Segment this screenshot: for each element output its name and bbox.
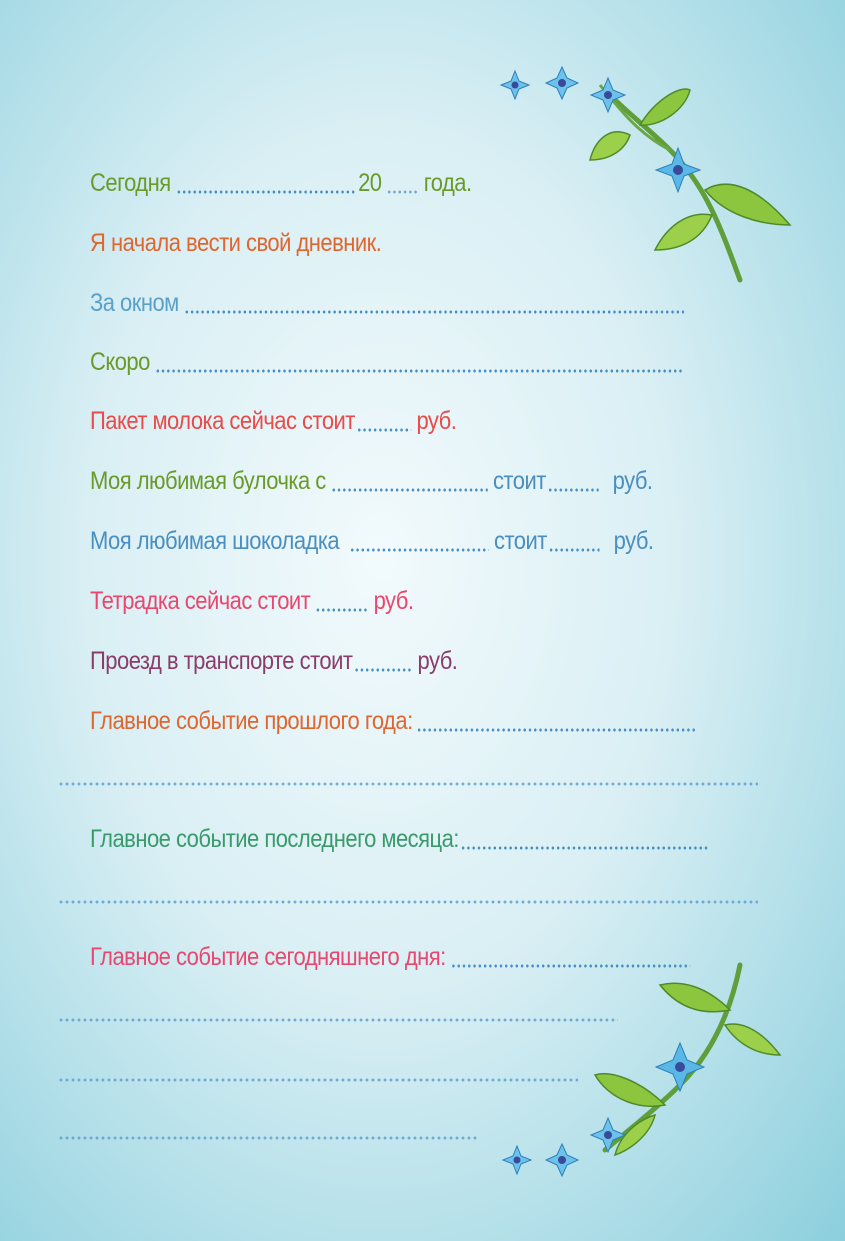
date-year-field[interactable] xyxy=(387,190,419,194)
bun-unit: руб. xyxy=(612,467,653,495)
flower-branch-top-right-icon xyxy=(490,55,800,290)
notebook-label: Тетрадка сейчас стоит xyxy=(90,587,311,615)
milk-label: Пакет молока сейчас стоит xyxy=(90,407,355,435)
date-year-suffix: года. xyxy=(423,169,472,197)
chocolate-label: Моя любимая шоколадка xyxy=(90,527,340,555)
event-day-line xyxy=(90,936,696,970)
event-day-extra-line-3[interactable] xyxy=(58,1136,478,1140)
event-year-line xyxy=(90,700,701,734)
chocolate-unit: руб. xyxy=(613,527,654,555)
event-year-field[interactable] xyxy=(416,728,696,732)
bun-cost-label: стоит xyxy=(492,467,546,495)
event-year-label: Главное событие прошлого года: xyxy=(90,707,413,735)
event-day-extra-line-1[interactable] xyxy=(58,1018,618,1022)
window-label: За окном xyxy=(90,289,179,317)
event-month-label: Главное событие последнего месяца: xyxy=(90,825,459,853)
event-month-field[interactable] xyxy=(461,846,709,850)
date-day-field[interactable] xyxy=(176,190,356,194)
milk-price-field[interactable] xyxy=(357,428,412,432)
notebook-unit: руб. xyxy=(373,587,414,615)
bun-price-line xyxy=(90,460,652,494)
event-month-extra-line[interactable] xyxy=(58,900,758,904)
event-month-line xyxy=(90,818,714,852)
bun-label: Моя любимая булочка с xyxy=(90,467,326,495)
date-century: 20 xyxy=(358,169,382,197)
event-day-extra-line-2[interactable] xyxy=(58,1078,578,1082)
event-day-field[interactable] xyxy=(451,964,690,968)
diary-start-line xyxy=(90,222,381,256)
date-label: Сегодня xyxy=(90,169,171,197)
chocolate-price-field[interactable] xyxy=(549,548,600,552)
soon-label: Скоро xyxy=(90,348,150,376)
transport-price-line xyxy=(90,640,457,674)
flower-branch-bottom-right-icon xyxy=(490,955,800,1185)
bun-type-field[interactable] xyxy=(331,488,488,492)
event-year-extra-line[interactable] xyxy=(58,782,758,786)
diary-start-text: Я начала вести свой дневник. xyxy=(90,229,382,257)
window-line xyxy=(90,282,689,316)
transport-price-field[interactable] xyxy=(354,668,412,672)
notebook-price-field[interactable] xyxy=(316,608,369,612)
chocolate-cost-label: стоит xyxy=(494,527,547,555)
notebook-price-line xyxy=(90,580,413,614)
window-field[interactable] xyxy=(184,310,684,314)
event-day-label: Главное событие сегодняшнего дня: xyxy=(90,943,446,971)
date-line xyxy=(90,162,472,196)
milk-unit: руб. xyxy=(416,407,457,435)
chocolate-price-line xyxy=(90,520,654,554)
soon-line xyxy=(90,341,688,375)
chocolate-type-field[interactable] xyxy=(350,548,489,552)
transport-unit: руб. xyxy=(417,647,458,675)
soon-field[interactable] xyxy=(155,369,683,373)
milk-price-line xyxy=(90,400,456,434)
bun-price-field[interactable] xyxy=(548,488,599,492)
transport-label: Проезд в транспорте стоит xyxy=(90,647,353,675)
